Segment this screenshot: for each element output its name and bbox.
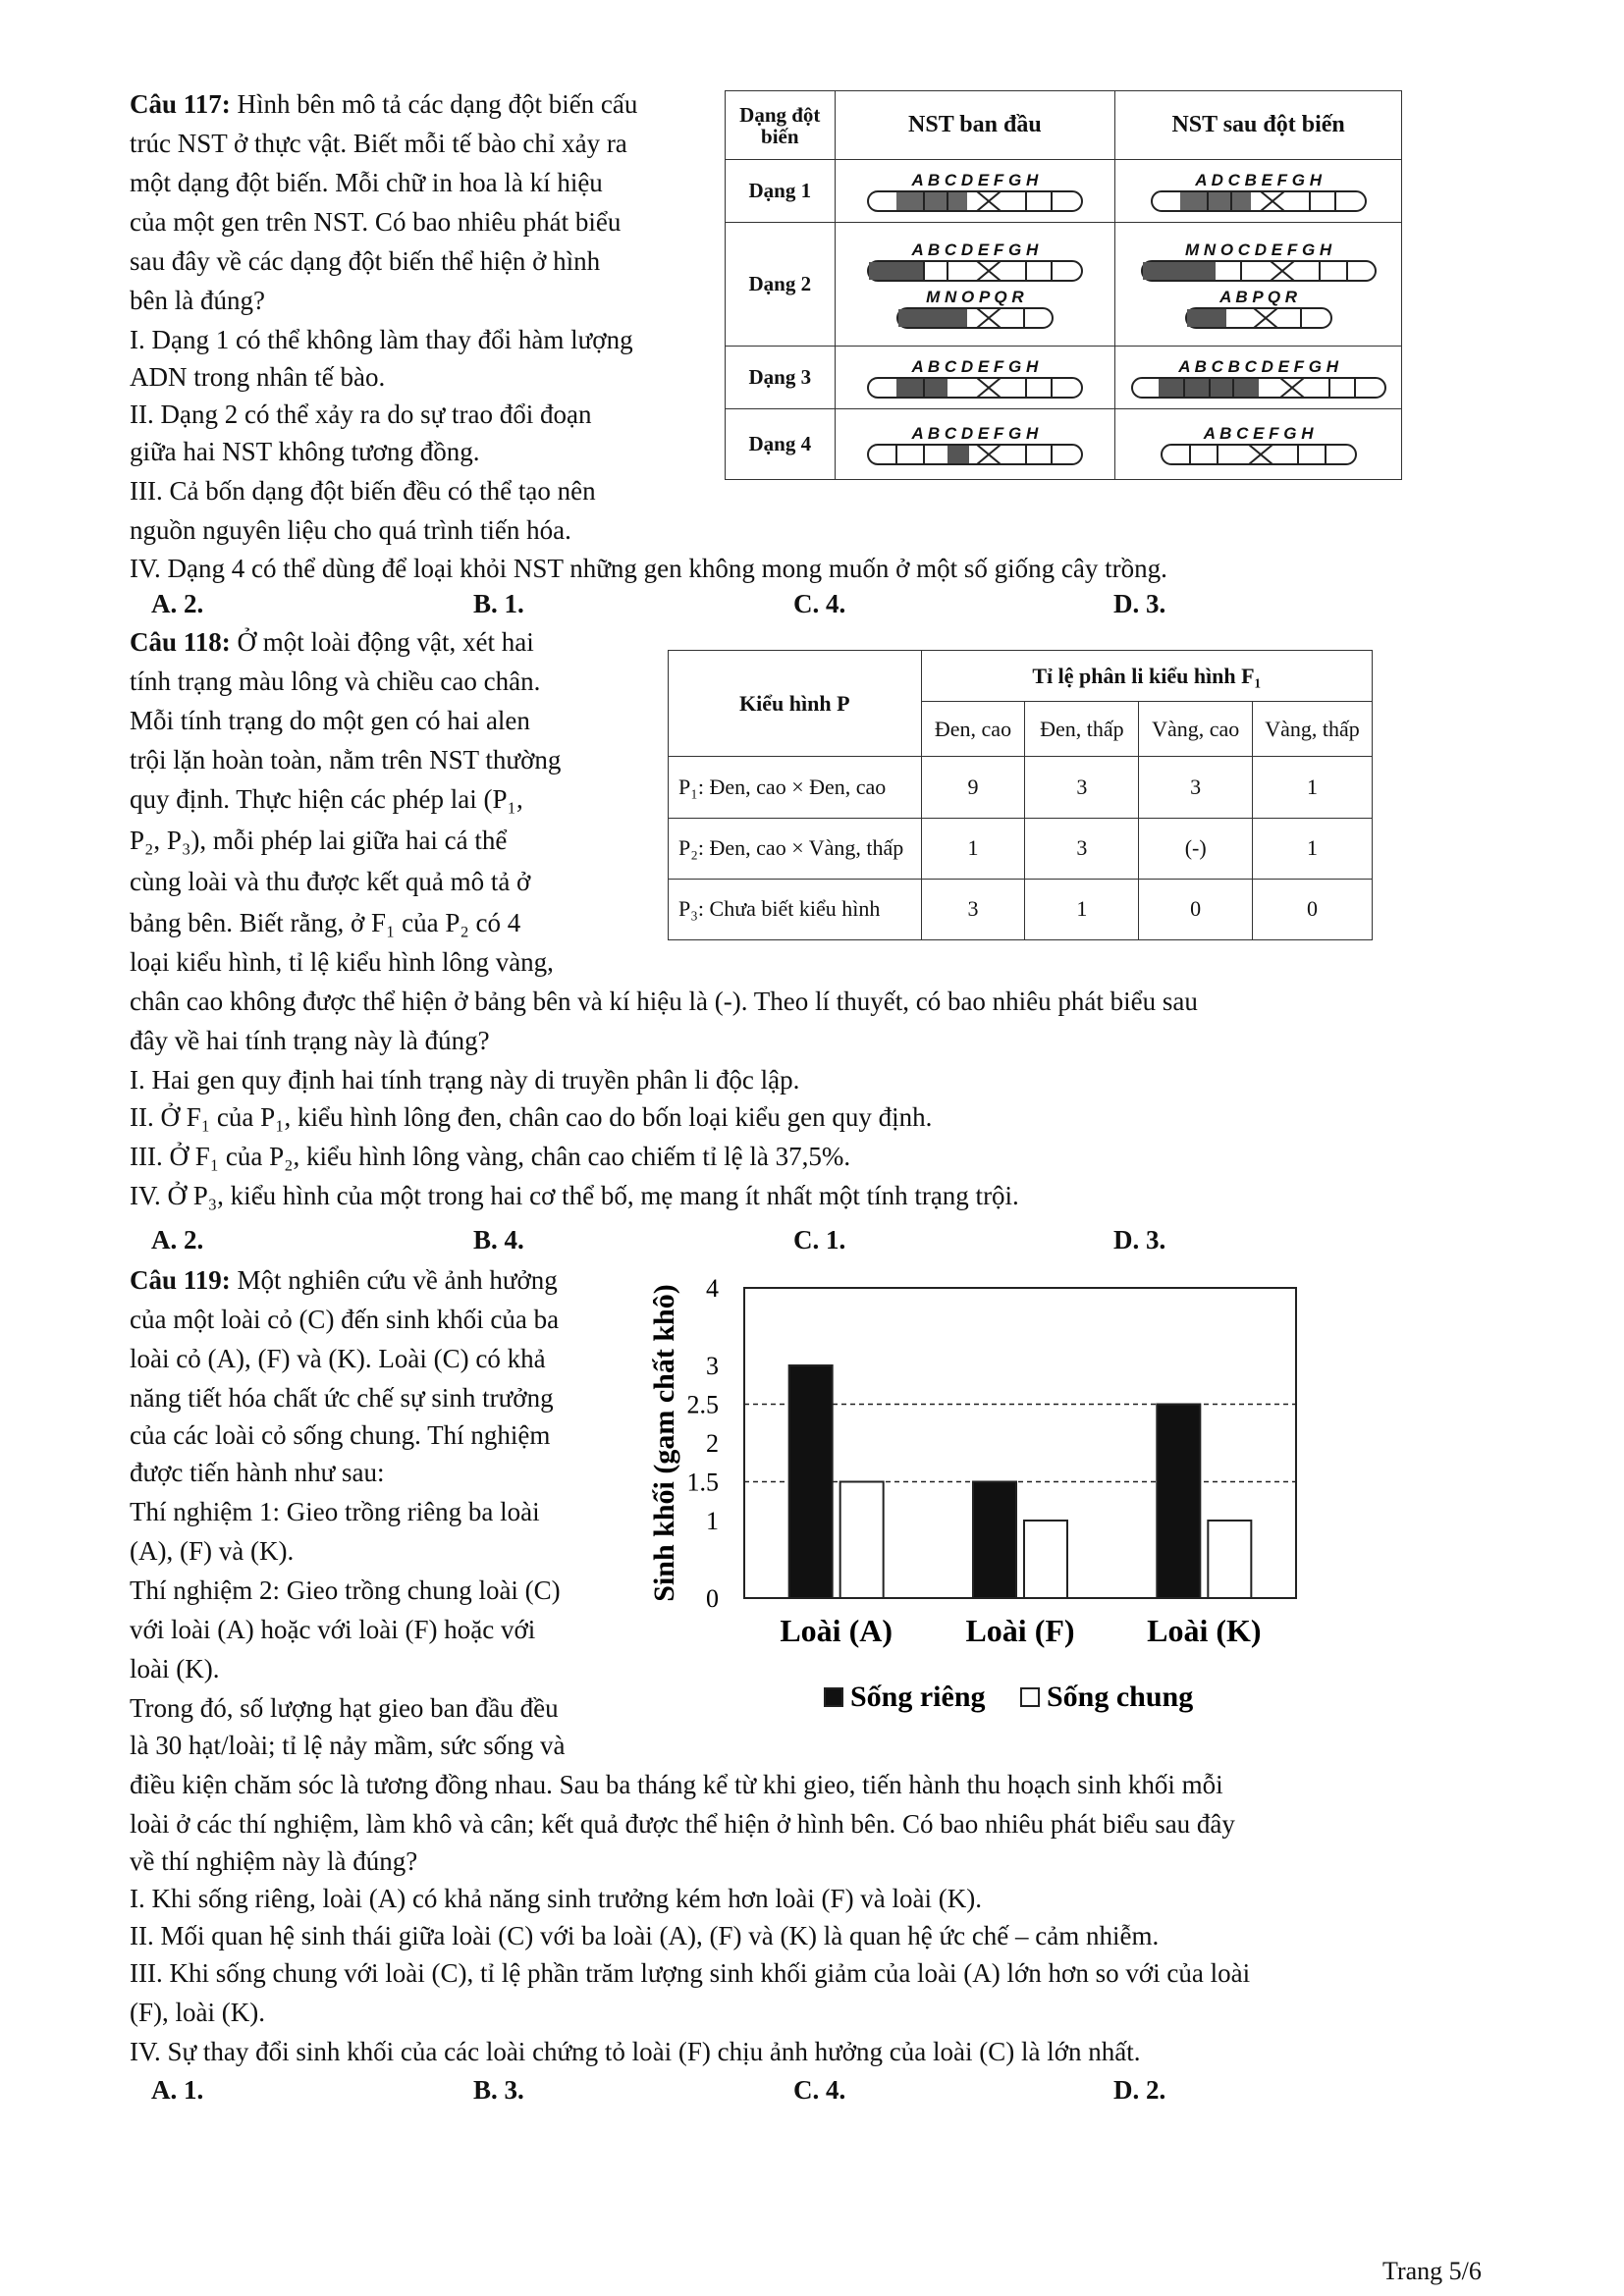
q118-line-7: bảng bên. Biết rằng, ở F₁ của P₂ có 4: [130, 908, 521, 937]
q119-line-6: Thí nghiệm 1: Gieo trồng riêng ba loài: [130, 1497, 540, 1526]
q119-line-13: điều kiện chăm sóc là tương đồng nhau. Sau ba tháng kể từ khi gieo, tiến hành thu hoạch sinh khối mỗi: [130, 1770, 1223, 1799]
y-tick-label: 0: [706, 1584, 719, 1613]
gene-labels: M N O P Q R: [926, 287, 1024, 306]
gene-labels: A B C B C D E F G H: [1178, 356, 1338, 376]
q119-line-18: III. Khi sống chung với loài (C), tỉ lệ phần trăm lượng sinh khối giảm của loài (A) lớn hơn so với của loài: [130, 1958, 1251, 1988]
q119-line-4: của các loài cỏ sống chung. Thí nghiệm: [130, 1420, 551, 1450]
legend-label: Sống riêng: [850, 1681, 986, 1713]
chromosome-icon: [1185, 307, 1332, 329]
q118-line-12: II. Ở F₁ của P₁, kiểu hình lông đen, chân cao do bốn loại kiểu gen quy định.: [130, 1102, 933, 1132]
chromosome-icon: [896, 307, 1054, 329]
cross-table-header-left: Kiểu hình P: [669, 651, 922, 757]
q118-option-b: B. 4.: [473, 1225, 524, 1255]
chrom-cell: [835, 409, 1115, 480]
q117-line-7: ADN trong nhân tế bào.: [130, 362, 386, 392]
bar: [973, 1482, 1016, 1599]
q118-line-6: cùng loài và thu được kết quả mô tả ở: [130, 867, 531, 896]
q118-line-10: đây về hai tính trạng này là đúng?: [130, 1026, 490, 1055]
q119-line-5: được tiến hành như sau:: [130, 1458, 385, 1487]
gene-labels: A B C D E F G H: [911, 240, 1039, 259]
q118-line-2: Mỗi tính trạng do một gen có hai alen: [130, 706, 530, 735]
q117-option-d: D. 3.: [1113, 589, 1166, 618]
gene-labels: A D C B E F G H: [1195, 170, 1322, 189]
cross-cell: 3: [1025, 818, 1139, 879]
cross-cell: 1: [1025, 879, 1139, 939]
q119-line-12: là 30 hạt/loài; tỉ lệ nảy mầm, sức sống và: [130, 1731, 566, 1760]
cross-cell: 1: [1253, 757, 1373, 818]
q117-line-1: trúc NST ở thực vật. Biết mỗi tế bào chỉ xảy ra: [130, 129, 627, 158]
gene-labels: A B C D E F G H: [911, 423, 1039, 443]
cross-table-col: Đen, cao: [921, 702, 1025, 757]
q117-option-c: C. 4.: [793, 589, 846, 618]
q119-line-11: Trong đó, số lượng hạt gieo ban đầu đều: [130, 1693, 559, 1723]
chrom-cell: [1115, 347, 1402, 409]
q119-line-1: của một loài cỏ (C) đến sinh khối của ba: [130, 1305, 560, 1334]
q117-line-0: Câu 117: Hình bên mô tả các dạng đột biến cấu: [130, 89, 638, 119]
q119-title: Câu 119:: [130, 1265, 231, 1295]
gene-labels: A B C E F G H: [1203, 423, 1314, 443]
mutation-table-header-type: Dạng đột biến: [726, 91, 836, 160]
bar: [1208, 1521, 1251, 1598]
q119-line-8: Thí nghiệm 2: Gieo trồng chung loài (C): [130, 1575, 561, 1605]
q117-line-3: của một gen trên NST. Có bao nhiêu phát biểu: [130, 207, 622, 237]
q119-option-d: D. 2.: [1113, 2075, 1166, 2105]
y-tick-label: 3: [706, 1352, 719, 1380]
legend-swatch: [1021, 1688, 1039, 1706]
chromosome-icon: [867, 260, 1083, 282]
q119-line-7: (A), (F) và (K).: [130, 1536, 295, 1566]
chrom-cell: [1115, 160, 1402, 223]
chromosome-icon: [1131, 377, 1386, 399]
chrom-cell: [835, 160, 1115, 223]
chromosome-icon: [867, 190, 1083, 212]
y-tick-label: 4: [706, 1274, 719, 1303]
bar: [789, 1365, 833, 1598]
q117-line-9: giữa hai NST không tương đồng.: [130, 437, 480, 466]
cross-cell: 3: [1139, 757, 1253, 818]
q119-option-a: A. 1.: [151, 2075, 204, 2105]
cross-row-label: P₂: Đen, cao × Vàng, thấp: [669, 818, 922, 879]
legend-swatch: [825, 1688, 842, 1706]
cross-cell: (-): [1139, 818, 1253, 879]
x-category-label: Loài (K): [1147, 1613, 1262, 1648]
cross-row-label: P₃: Chưa biết kiểu hình: [669, 879, 922, 939]
q117-line-2: một dạng đột biến. Mỗi chữ in hoa là kí hiệu: [130, 168, 603, 197]
gene-labels: A B P Q R: [1219, 287, 1298, 306]
mutation-table-header-after: NST sau đột biến: [1115, 91, 1402, 160]
q117-line-10: III. Cả bốn dạng đột biến đều có thể tạo nên: [130, 476, 596, 506]
chromosome-icon: [867, 444, 1083, 465]
q117-line-6: I. Dạng 1 có thể không làm thay đổi hàm lượng: [130, 325, 633, 354]
q117-title: Câu 117:: [130, 89, 231, 119]
bar: [840, 1482, 884, 1599]
q118-line-11: I. Hai gen quy định hai tính trạng này di truyền phân li độc lập.: [130, 1065, 800, 1095]
chrom-cell: [835, 223, 1115, 347]
q119-line-15: về thí nghiệm này là đúng?: [130, 1846, 418, 1876]
cross-cell: 0: [1139, 879, 1253, 939]
gene-labels: A B C D E F G H: [911, 170, 1039, 189]
q119-line-14: loài ở các thí nghiệm, làm khô và cân; kết quả được thể hiện ở hình bên. Có bao nhiêu phát biểu sau đây: [130, 1809, 1235, 1839]
q119-line-0: Câu 119: Một nghiên cứu về ảnh hưởng: [130, 1265, 558, 1295]
q117-line-4: sau đây về các dạng đột biến thể hiện ở hình: [130, 246, 601, 276]
q118-option-d: D. 3.: [1113, 1225, 1166, 1255]
x-category-label: Loài (F): [965, 1613, 1075, 1648]
cross-cell: 1: [1253, 818, 1373, 879]
cross-table-header-top: Tỉ lệ phân li kiểu hình F₁: [921, 651, 1372, 702]
q119-line-20: IV. Sự thay đổi sinh khối của các loài chứng tỏ loài (F) chịu ảnh hưởng của loài (C) là lớn nhất.: [130, 2037, 1141, 2066]
cross-row-label: P₁: Đen, cao × Đen, cao: [669, 757, 922, 818]
biomass-chart: [628, 1264, 1335, 1726]
q117-line-5: bên là đúng?: [130, 286, 265, 315]
chromosome-icon: [867, 377, 1083, 399]
bar: [1157, 1405, 1200, 1599]
chromosome-icon: [1141, 260, 1377, 282]
cross-table-col: Vàng, cao: [1139, 702, 1253, 757]
cross-table-col: Vàng, thấp: [1253, 702, 1373, 757]
q117-line-12: IV. Dạng 4 có thể dùng để loại khỏi NST những gen không mong muốn ở một số giống cây trồng.: [130, 554, 1167, 583]
q117-option-b: B. 1.: [473, 589, 524, 618]
y-axis-label: Sinh khối (gam chất khô): [648, 1284, 680, 1602]
bar: [1024, 1521, 1067, 1598]
q118-line-0: Câu 118: Ở một loài động vật, xét hai: [130, 627, 534, 657]
y-tick-label: 2.5: [686, 1390, 719, 1419]
q118-option-a: A. 2.: [151, 1225, 204, 1255]
q119-line-17: II. Mối quan hệ sinh thái giữa loài (C) với ba loài (A), (F) và (K) là quan hệ ức chế – cảm nhiễm.: [130, 1921, 1160, 1950]
q117-line-11: nguồn nguyên liệu cho quá trình tiến hóa.: [130, 515, 571, 545]
q118-line-8: loại kiểu hình, tỉ lệ kiểu hình lông vàng,: [130, 947, 554, 977]
legend-label: Sống chung: [1047, 1681, 1194, 1713]
chromosome-icon: [1161, 444, 1357, 465]
cross-cell: 0: [1253, 879, 1373, 939]
chrom-cell: [1115, 409, 1402, 480]
mutation-row-label: Dạng 1: [726, 160, 836, 223]
y-tick-label: 1: [706, 1507, 719, 1535]
q118-title: Câu 118:: [130, 627, 231, 657]
cross-cell: 3: [921, 879, 1025, 939]
q118-line-14: IV. Ở P₃, kiểu hình của một trong hai cơ thể bố, mẹ mang ít nhất một tính trạng trội.: [130, 1181, 1019, 1210]
q118-line-5: P₂, P₃), mỗi phép lai giữa hai cá thể: [130, 826, 508, 855]
cross-cell: 9: [921, 757, 1025, 818]
gene-labels: M N O C D E F G H: [1184, 240, 1332, 259]
q118-line-13: III. Ở F₁ của P₂, kiểu hình lông vàng, chân cao chiếm tỉ lệ là 37,5%.: [130, 1142, 851, 1171]
y-tick-label: 2: [706, 1429, 719, 1458]
mutation-table-header-orig: NST ban đầu: [835, 91, 1115, 160]
chrom-cell: [1115, 223, 1402, 347]
q119-line-10: loài (K).: [130, 1654, 220, 1683]
q119-line-16: I. Khi sống riêng, loài (A) có khả năng sinh trưởng kém hơn loài (F) và loài (K).: [130, 1884, 983, 1913]
cross-table-col: Đen, thấp: [1025, 702, 1139, 757]
cross-table: [668, 650, 1373, 940]
mutation-table: [725, 90, 1402, 480]
q118-line-3: trội lặn hoàn toàn, nằm trên NST thường: [130, 745, 562, 774]
mutation-row-label: Dạng 2: [726, 223, 836, 347]
q119-line-2: loài cỏ (A), (F) và (K). Loài (C) có khả: [130, 1344, 546, 1373]
y-tick-label: 1.5: [686, 1468, 719, 1497]
q119-line-19: (F), loài (K).: [130, 1998, 265, 2027]
gene-labels: A B C D E F G H: [911, 356, 1039, 376]
q118-line-9: chân cao không được thể hiện ở bảng bên và kí hiệu là (-). Theo lí thuyết, có bao nhiêu phát biểu sau: [130, 987, 1198, 1016]
chrom-cell: [835, 347, 1115, 409]
mutation-row-label: Dạng 4: [726, 409, 836, 480]
chromosome-icon: [1151, 190, 1367, 212]
cross-cell: 1: [921, 818, 1025, 879]
q118-option-c: C. 1.: [793, 1225, 846, 1255]
q119-option-b: B. 3.: [473, 2075, 524, 2105]
mutation-row-label: Dạng 3: [726, 347, 836, 409]
x-category-label: Loài (A): [780, 1613, 893, 1648]
q118-line-4: quy định. Thực hiện các phép lai (P₁,: [130, 784, 523, 814]
q117-option-a: A. 2.: [151, 589, 204, 618]
q119-option-c: C. 4.: [793, 2075, 846, 2105]
q119-line-3: năng tiết hóa chất ức chế sự sinh trưởng: [130, 1383, 554, 1413]
q118-line-1: tính trạng màu lông và chiều cao chân.: [130, 667, 541, 696]
page-number: Trang 5/6: [1382, 2257, 1482, 2285]
q119-line-9: với loài (A) hoặc với loài (F) hoặc với: [130, 1615, 536, 1644]
cross-cell: 3: [1025, 757, 1139, 818]
q117-line-8: II. Dạng 2 có thể xảy ra do sự trao đổi đoạn: [130, 400, 592, 429]
